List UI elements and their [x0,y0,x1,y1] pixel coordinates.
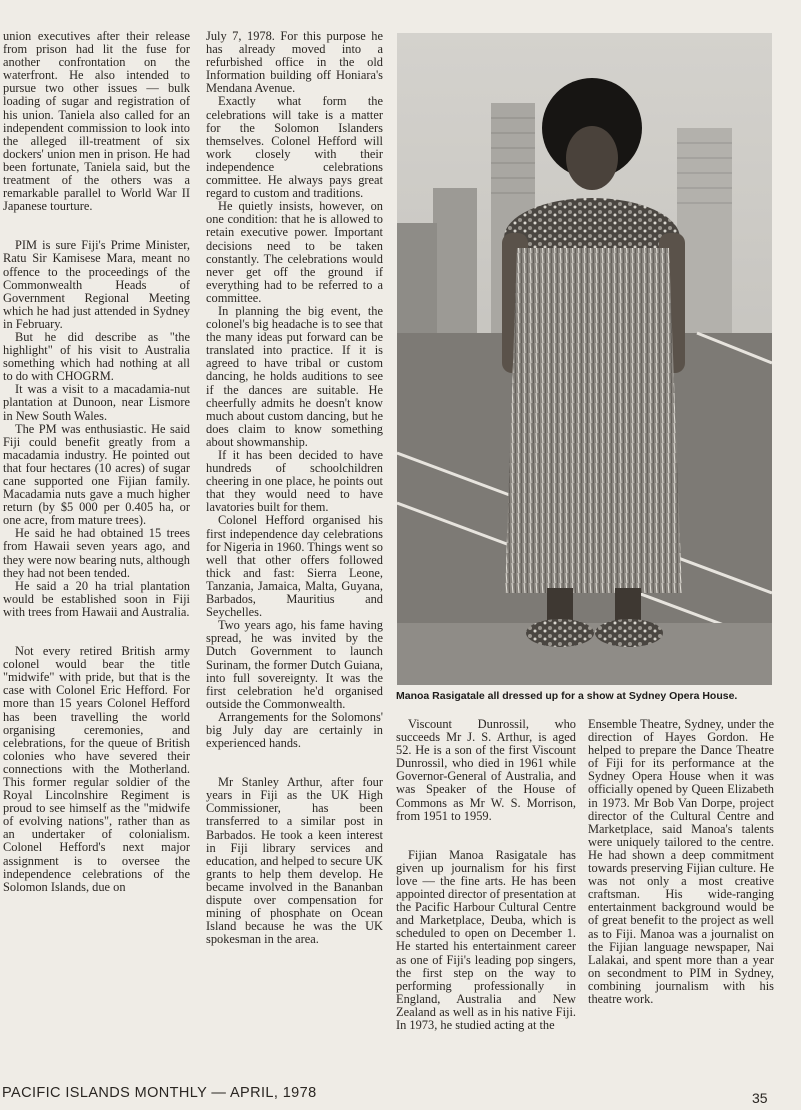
column-3 [396,718,576,1032]
page-number: 35 [752,1090,768,1106]
article-paragraph: Fijian Manoa Rasigatale has given up journalism for his first love — the fine arts. He has been appointed director of presentation at the Pacific Harbour Cultural Centre and Marketplace, Deuba, which is scheduled to open on December 1. He started his entertainment career as one of Fiji's leading pop singers, the first step on the way to performing professionally in England, Australia and New Zealand as well as in his native Fiji. In 1973, he studied acting at the [396,847,576,1032]
article-paragraph: Two years ago, his fame having spread, he was invited by the Dutch Government to launch Surinam, the former Dutch Guiana, into full sovereignty. It was the first celebration he'd organised outside the Commonwealth. [206,618,383,711]
article-paragraph: It was a visit to a macadamia-nut plantation at Dunoon, near Lismore in New South Wales. [3,382,190,423]
photo-caption: Manoa Rasigatale all dressed up for a show at Sydney Opera House. [396,690,738,702]
article-paragraph: The PM was enthusiastic. He said Fiji could benefit greatly from a macadamia industry. He pointed out that four hectares (10 acres) of sugar cane supported one Fijian family. Macadamia nuts gave a much higher return (by $5 000 per 0.405 ha, or one acre, from mature trees). [3,421,190,528]
article-paragraph: Mr Stanley Arthur, after four years in Fiji as the UK High Commissioner, has been transferred to a similar post in Barbados. He took a keen interest in Fiji library services and education, and helped to secure UK grants to help them develop. He became involved in the Bananban dispute over compensation for mining of phosphate on Ocean Island because he was the UK spokesman in the area. [206,775,383,947]
article-paragraph: Arrangements for the Solomons' big July day are certainly in experienced hands. [206,709,383,751]
article-paragraph: In planning the big event, the colonel's big headache is to see that the many ideas put forward can be translated into practice. If it is agreed to have tribal or custom dancing, he holds auditions to see if the dances are suitable. He cheerfully admits he doesn't know much about custom dancing, but he does claim to know something about showmanship. [206,303,383,449]
column-2 [206,30,383,946]
article-paragraph: union executives after their release from prison had lit the fuse for another confrontation on the waterfront. He also intended to pursue two other issues — bulk loading of sugar and registration of his union. Taniela also called for an independent commission to look into the alleged ill-treatment of six dockers' union men in prison. He had been fortunate, Taniela said, but the treatment of the others was a remarkable parallel to World War II Japanese tourture. [3,29,190,214]
article-paragraph: Exactly what form the celebrations will take is a matter for the Solomon Islanders themselves. Colonel Hefford will work closely with their independence celebrations committee. He always pays great regard to custom and traditions. [206,94,383,201]
article-paragraph: But he did describe as "the highlight" of his visit to Australia something which had nothing at all to do with CHOGRM. [3,329,190,384]
photo-manoa-rasigatale [397,33,772,685]
article-paragraph: Ensemble Theatre, Sydney, under the direction of Hayes Gordon. He helped to prepare the Dance Theatre of Fiji for its performance at the Sydney Opera House when it was officially opened by Queen Elizabeth in 1973. Mr Bob Van Dorpe, project director of the Cultural Centre and Marketplace, said Manoa's talents were uniquely tailored to the centre. He had shown a deep commitment towards preserving Fijian culture. He was not only a most creative craftsman. His wide-ranging entertainment background would be of great benefit to the project as well as to Fiji. Manoa was a journalist on the Fijian language newspaper, Nai Lalakai, and spent more than a year on secondment to PIM in Sydney, combining journalism with his theatre work. [588,717,774,1006]
article-paragraph: He said he had obtained 15 trees from Hawaii seven years ago, and they were now bearing nuts, although they had not been tended. [3,526,190,580]
article-paragraph: Viscount Dunrossil, who succeeds Mr J. S. Arthur, is aged 52. He is a son of the first Viscount Dunrossil, who died in 1961 while Governor-General of Australia, and was Speaker of the House of Commons as Mr W. S. Morrison, from 1951 to 1959. [396,717,576,823]
article-paragraph: He quietly insists, however, on one condition: that he is allowed to retain executive power. Important decisions need to be taken constantly. The celebrations would never get off the ground if everything had to be referred to a committee. [206,199,383,305]
article-paragraph: PIM is sure Fiji's Prime Minister, Ratu Sir Kamisese Mara, meant no offence to the proceedings of the Commonwealth Heads of Government Regional Meeting which he had just attended in Sydney in February. [3,238,190,331]
article-paragraph: If it has been decided to have hundreds of schoolchildren cheering in one place, he points out that they would need to have lavatories built for them. [206,448,383,515]
article-paragraph: He said a 20 ha trial plantation would be established soon in Fiji with trees from Hawaii and Australia. [3,578,190,619]
column-4 [588,718,774,1006]
article-paragraph: Colonel Hefford organised his first independence day celebrations for Nigeria in 1960. Things went so well that other offers followed thick and fast: Sierra Leone, Tanzania, Jamaica, Malta, Guyana, Barbados, Mauritius and Seychelles. [206,513,384,620]
column-1 [3,30,190,894]
article-paragraph: Not every retired British army colonel would bear the title "midwife" with pride, but that is the case with Colonel Eric Hefford. For more than 15 years Colonel Hefford has been travelling the world organising ceremonies, and celebrations, for the queue of British colonies who have severed their connections with the Motherland. This former regular soldier of the Royal Lincolnshire Regiment is proud to see himself as the "midwife of evolving nations", rather than as an undertaker of colonialism. Colonel Hefford's next major assignment is to oversee the independence celebrations of the Solomon Islands, due on [3,644,190,894]
publication-footer: PACIFIC ISLANDS MONTHLY — APRIL, 1978 [2,1085,317,1101]
article-paragraph: July 7, 1978. For this purpose he has already moved into a refurbished office in the old Information building off Honiara's Mendana Avenue. [206,29,383,96]
